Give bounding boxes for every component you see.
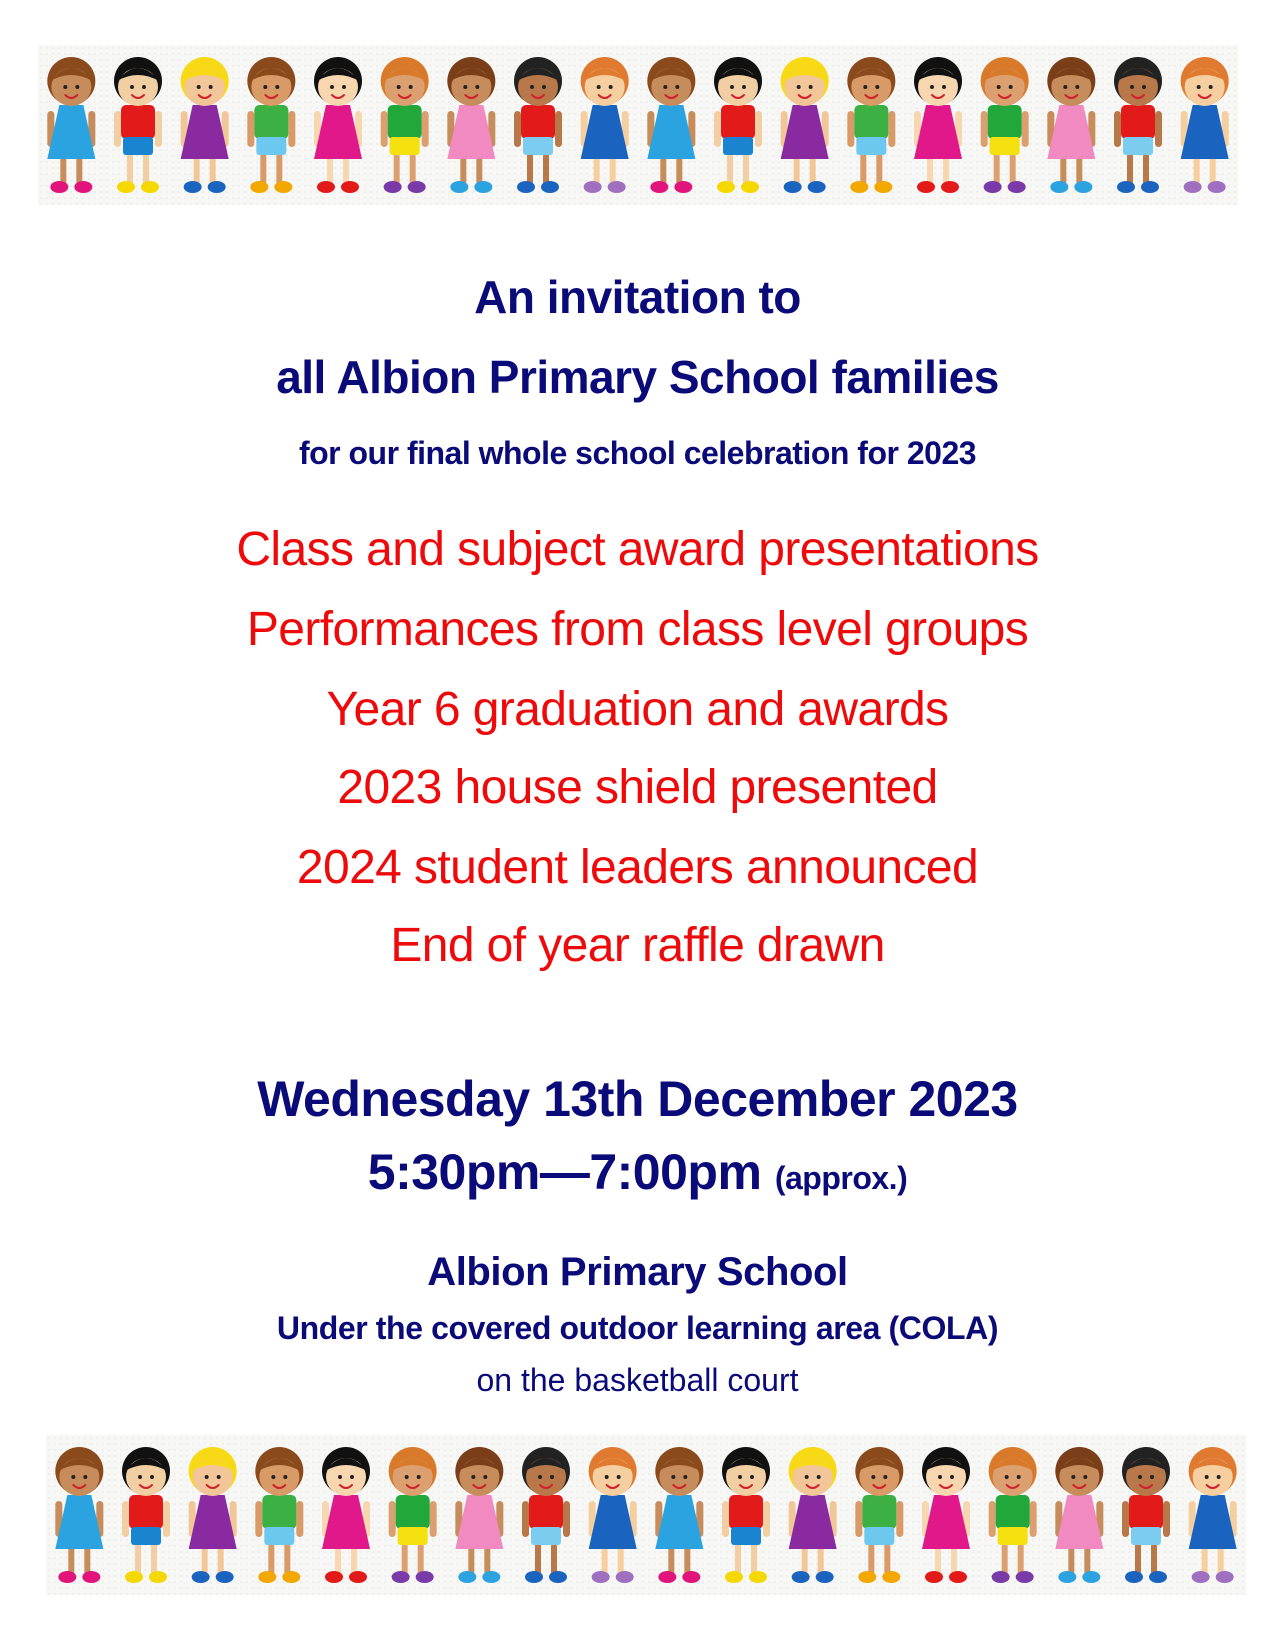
- bottom-kids-border: [46, 1435, 1246, 1595]
- child-figure-icon: [714, 57, 762, 193]
- child-figure-icon: [914, 57, 962, 193]
- invitation-heading: An invitation to: [474, 271, 801, 323]
- child-figure-icon: [1181, 57, 1229, 193]
- child-figure-icon: [1114, 57, 1162, 193]
- child-figure-icon: [647, 57, 695, 193]
- child-figure-icon: [314, 57, 362, 193]
- venue-name: Albion Primary School: [427, 1250, 848, 1294]
- child-figure-icon: [989, 1447, 1037, 1583]
- child-figure-icon: [847, 57, 895, 193]
- child-figure-icon: [722, 1447, 770, 1583]
- top-kids-border: [38, 45, 1238, 205]
- child-figure-icon: [247, 57, 295, 193]
- child-figure-icon: [122, 1447, 170, 1583]
- child-figure-icon: [781, 57, 829, 193]
- venue-location: Under the covered outdoor learning area (COLA): [276, 1310, 999, 1346]
- activity-item: Year 6 graduation and awards: [326, 683, 949, 736]
- child-figure-icon: [447, 57, 495, 193]
- activity-item: End of year raffle drawn: [390, 919, 885, 972]
- child-figure-icon: [655, 1447, 703, 1583]
- child-figure-icon: [581, 57, 629, 193]
- children-illustration-icon: [38, 45, 1238, 205]
- activity-item: 2023 house shield presented: [337, 761, 938, 814]
- audience-heading: all Albion Primary School families: [276, 351, 999, 403]
- child-figure-icon: [189, 1447, 237, 1583]
- child-figure-icon: [181, 57, 229, 193]
- activity-item: Class and subject award presentations: [236, 523, 1039, 576]
- child-figure-icon: [522, 1447, 570, 1583]
- child-figure-icon: [47, 57, 95, 193]
- child-figure-icon: [55, 1447, 103, 1583]
- occasion-subheading: for our final whole school celebration for 2023: [298, 435, 977, 471]
- event-time-range: 5:30pm—7:00pm: [367, 1144, 762, 1200]
- child-figure-icon: [789, 1447, 837, 1583]
- child-figure-icon: [589, 1447, 637, 1583]
- child-figure-icon: [322, 1447, 370, 1583]
- child-figure-icon: [389, 1447, 437, 1583]
- child-figure-icon: [114, 57, 162, 193]
- child-figure-icon: [1047, 57, 1095, 193]
- children-illustration-icon: [46, 1435, 1246, 1595]
- child-figure-icon: [514, 57, 562, 193]
- venue-detail: on the basketball court: [476, 1362, 799, 1398]
- child-figure-icon: [855, 1447, 903, 1583]
- child-figure-icon: [981, 57, 1029, 193]
- child-figure-icon: [922, 1447, 970, 1583]
- activity-item: 2024 student leaders announced: [296, 841, 979, 894]
- child-figure-icon: [255, 1447, 303, 1583]
- event-time-note: (approx.): [774, 1160, 908, 1196]
- event-time: [0, 1143, 1275, 1201]
- activity-item: Performances from class level groups: [246, 603, 1029, 656]
- child-figure-icon: [455, 1447, 503, 1583]
- child-figure-icon: [1122, 1447, 1170, 1583]
- child-figure-icon: [381, 57, 429, 193]
- child-figure-icon: [1189, 1447, 1237, 1583]
- child-figure-icon: [1055, 1447, 1103, 1583]
- event-date: Wednesday 13th December 2023: [257, 1071, 1018, 1127]
